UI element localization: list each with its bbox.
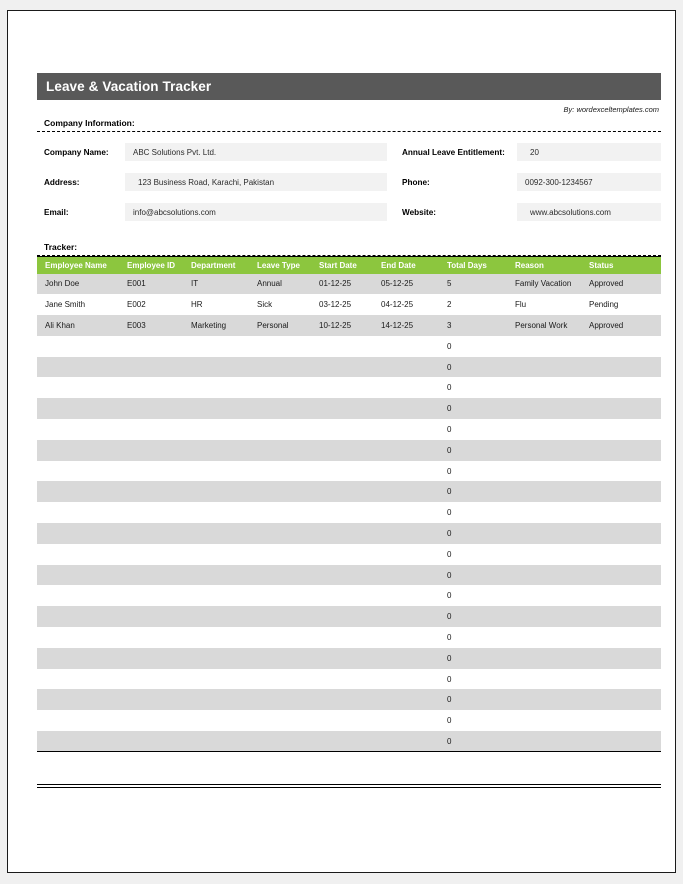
cell-total-days[interactable]: 0 xyxy=(439,481,507,502)
cell-start-date[interactable] xyxy=(311,544,373,565)
cell-status[interactable] xyxy=(581,648,661,669)
cell-total-days[interactable]: 0 xyxy=(439,398,507,419)
cell-department[interactable] xyxy=(183,627,249,648)
form-column-spacer xyxy=(387,203,395,221)
cell-status[interactable] xyxy=(581,502,661,523)
cell-employee-id[interactable] xyxy=(119,606,183,627)
cell-end-date[interactable]: 05-12-25 xyxy=(373,274,439,295)
table-row-empty[interactable] xyxy=(37,544,661,565)
table-row-empty[interactable] xyxy=(37,710,661,731)
cell-status[interactable] xyxy=(581,398,661,419)
cell-leave-type[interactable] xyxy=(249,336,311,357)
cell-employee-id[interactable] xyxy=(119,627,183,648)
cell-start-date[interactable] xyxy=(311,398,373,419)
cell-employee-name[interactable] xyxy=(37,502,119,523)
leave-tracker-table xyxy=(37,256,661,752)
table-row-empty[interactable] xyxy=(37,502,661,523)
field-value-website[interactable]: www.abcsolutions.com xyxy=(517,203,661,221)
cell-department[interactable] xyxy=(183,481,249,502)
page-sheet xyxy=(7,10,676,873)
cell-reason[interactable] xyxy=(507,544,581,565)
field-label-company-name: Company Name: xyxy=(44,147,109,157)
cell-department[interactable] xyxy=(183,419,249,440)
table-body xyxy=(37,274,661,752)
table-row-empty[interactable] xyxy=(37,689,661,710)
cell-department[interactable]: Marketing xyxy=(183,315,249,336)
cell-total-days[interactable]: 0 xyxy=(439,627,507,648)
cell-end-date[interactable] xyxy=(373,627,439,648)
cell-end-date[interactable] xyxy=(373,502,439,523)
table-row-empty[interactable] xyxy=(37,461,661,482)
cell-start-date[interactable] xyxy=(311,606,373,627)
cell-start-date[interactable]: 01-12-25 xyxy=(311,274,373,295)
tracker-heading: Tracker: xyxy=(37,242,661,256)
cell-total-days[interactable]: 0 xyxy=(439,440,507,461)
cell-reason[interactable] xyxy=(507,419,581,440)
cell-employee-id[interactable] xyxy=(119,523,183,544)
cell-leave-type[interactable] xyxy=(249,502,311,523)
cell-employee-name[interactable] xyxy=(37,669,119,690)
table-row[interactable] xyxy=(37,294,661,315)
cell-reason[interactable]: Personal Work xyxy=(507,315,581,336)
form-column-spacer xyxy=(387,173,395,191)
cell-leave-type[interactable]: Annual xyxy=(249,274,311,295)
cell-leave-type[interactable] xyxy=(249,565,311,586)
cell-start-date[interactable] xyxy=(311,440,373,461)
cell-reason[interactable] xyxy=(507,689,581,710)
cell-department[interactable] xyxy=(183,606,249,627)
cell-end-date[interactable] xyxy=(373,523,439,544)
column-header-reason[interactable]: Reason xyxy=(507,257,581,274)
cell-employee-name[interactable] xyxy=(37,357,119,378)
cell-start-date[interactable] xyxy=(311,731,373,752)
cell-employee-id[interactable] xyxy=(119,565,183,586)
cell-total-days[interactable]: 0 xyxy=(439,689,507,710)
cell-employee-name[interactable]: Ali Khan xyxy=(37,315,119,336)
cell-leave-type[interactable] xyxy=(249,585,311,606)
field-label-annual-leave-entitlement: Annual Leave Entitlement: xyxy=(402,147,505,157)
cell-status[interactable] xyxy=(581,565,661,586)
cell-employee-name[interactable] xyxy=(37,481,119,502)
cell-end-date[interactable] xyxy=(373,731,439,752)
cell-leave-type[interactable] xyxy=(249,648,311,669)
cell-total-days[interactable]: 0 xyxy=(439,419,507,440)
cell-start-date[interactable] xyxy=(311,481,373,502)
cell-reason[interactable] xyxy=(507,502,581,523)
cell-department[interactable] xyxy=(183,648,249,669)
cell-department[interactable] xyxy=(183,502,249,523)
cell-end-date[interactable] xyxy=(373,648,439,669)
cell-end-date[interactable]: 04-12-25 xyxy=(373,294,439,315)
cell-total-days[interactable]: 0 xyxy=(439,377,507,398)
cell-employee-name[interactable] xyxy=(37,523,119,544)
cell-leave-type[interactable] xyxy=(249,377,311,398)
cell-total-days[interactable]: 0 xyxy=(439,648,507,669)
cell-total-days[interactable]: 3 xyxy=(439,315,507,336)
cell-employee-name[interactable] xyxy=(37,336,119,357)
cell-status[interactable] xyxy=(581,419,661,440)
cell-leave-type[interactable] xyxy=(249,523,311,544)
cell-reason[interactable] xyxy=(507,710,581,731)
cell-department[interactable] xyxy=(183,710,249,731)
table-row-empty[interactable] xyxy=(37,377,661,398)
cell-reason[interactable] xyxy=(507,627,581,648)
cell-employee-name[interactable] xyxy=(37,461,119,482)
cell-department[interactable] xyxy=(183,669,249,690)
cell-employee-id[interactable] xyxy=(119,357,183,378)
cell-leave-type[interactable] xyxy=(249,461,311,482)
cell-leave-type[interactable] xyxy=(249,440,311,461)
cell-status[interactable] xyxy=(581,731,661,752)
cell-total-days[interactable]: 0 xyxy=(439,710,507,731)
cell-start-date[interactable] xyxy=(311,357,373,378)
table-row-empty[interactable] xyxy=(37,606,661,627)
column-header-department[interactable]: Department xyxy=(183,257,249,274)
cell-reason[interactable] xyxy=(507,481,581,502)
cell-reason[interactable] xyxy=(507,440,581,461)
cell-total-days[interactable]: 0 xyxy=(439,461,507,482)
cell-status[interactable]: Approved xyxy=(581,315,661,336)
cell-total-days[interactable]: 0 xyxy=(439,336,507,357)
cell-status[interactable] xyxy=(581,357,661,378)
cell-start-date[interactable]: 10-12-25 xyxy=(311,315,373,336)
cell-leave-type[interactable]: Personal xyxy=(249,315,311,336)
cell-end-date[interactable] xyxy=(373,710,439,731)
field-value-phone[interactable]: 0092-300-1234567 xyxy=(517,173,661,191)
table-header-row xyxy=(37,257,661,274)
cell-department[interactable] xyxy=(183,357,249,378)
cell-leave-type[interactable] xyxy=(249,398,311,419)
cell-end-date[interactable] xyxy=(373,357,439,378)
cell-status[interactable] xyxy=(581,377,661,398)
cell-status[interactable]: Approved xyxy=(581,274,661,295)
field-label-email: Email: xyxy=(44,207,69,217)
table-row-empty[interactable] xyxy=(37,481,661,502)
cell-department[interactable] xyxy=(183,398,249,419)
column-header-status[interactable]: Status xyxy=(581,257,661,274)
cell-department[interactable] xyxy=(183,565,249,586)
cell-status[interactable]: Pending xyxy=(581,294,661,315)
cell-department[interactable]: IT xyxy=(183,274,249,295)
cell-employee-id[interactable]: E001 xyxy=(119,274,183,295)
table-row-empty[interactable] xyxy=(37,398,661,419)
field-label-address: Address: xyxy=(44,177,80,187)
cell-total-days[interactable]: 0 xyxy=(439,502,507,523)
cell-total-days[interactable]: 5 xyxy=(439,274,507,295)
cell-leave-type[interactable] xyxy=(249,419,311,440)
field-value-address[interactable]: 123 Business Road, Karachi, Pakistan xyxy=(125,173,387,191)
cell-employee-id[interactable] xyxy=(119,731,183,752)
table-row-empty[interactable] xyxy=(37,731,661,752)
cell-reason[interactable] xyxy=(507,669,581,690)
cell-total-days[interactable]: 0 xyxy=(439,565,507,586)
cell-employee-id[interactable] xyxy=(119,398,183,419)
cell-total-days[interactable]: 0 xyxy=(439,606,507,627)
cell-employee-name[interactable] xyxy=(37,627,119,648)
cell-employee-name[interactable]: John Doe xyxy=(37,274,119,295)
cell-employee-name[interactable] xyxy=(37,440,119,461)
cell-end-date[interactable] xyxy=(373,481,439,502)
cell-status[interactable] xyxy=(581,481,661,502)
cell-start-date[interactable] xyxy=(311,669,373,690)
cell-start-date[interactable]: 03-12-25 xyxy=(311,294,373,315)
cell-end-date[interactable] xyxy=(373,377,439,398)
cell-status[interactable] xyxy=(581,627,661,648)
cell-end-date[interactable] xyxy=(373,544,439,565)
cell-start-date[interactable] xyxy=(311,689,373,710)
cell-employee-id[interactable] xyxy=(119,502,183,523)
column-header-end-date[interactable]: End Date xyxy=(373,257,439,274)
cell-department[interactable] xyxy=(183,689,249,710)
cell-start-date[interactable] xyxy=(311,523,373,544)
cell-end-date[interactable] xyxy=(373,606,439,627)
table-row-empty[interactable] xyxy=(37,669,661,690)
cell-reason[interactable] xyxy=(507,606,581,627)
cell-department[interactable]: HR xyxy=(183,294,249,315)
cell-leave-type[interactable]: Sick xyxy=(249,294,311,315)
cell-employee-id[interactable] xyxy=(119,461,183,482)
cell-reason[interactable] xyxy=(507,336,581,357)
cell-total-days[interactable]: 0 xyxy=(439,357,507,378)
cell-employee-name[interactable] xyxy=(37,689,119,710)
cell-reason[interactable] xyxy=(507,565,581,586)
cell-total-days[interactable]: 0 xyxy=(439,731,507,752)
cell-employee-id[interactable]: E003 xyxy=(119,315,183,336)
cell-employee-name[interactable] xyxy=(37,419,119,440)
cell-end-date[interactable] xyxy=(373,440,439,461)
cell-start-date[interactable] xyxy=(311,419,373,440)
cell-end-date[interactable] xyxy=(373,669,439,690)
cell-start-date[interactable] xyxy=(311,710,373,731)
table-header xyxy=(37,257,661,274)
field-value-email[interactable]: info@abcsolutions.com xyxy=(125,203,387,221)
table-row-empty[interactable] xyxy=(37,440,661,461)
cell-employee-name[interactable]: Jane Smith xyxy=(37,294,119,315)
cell-employee-id[interactable] xyxy=(119,419,183,440)
cell-employee-id[interactable]: E002 xyxy=(119,294,183,315)
cell-employee-id[interactable] xyxy=(119,336,183,357)
table-row-empty[interactable] xyxy=(37,585,661,606)
field-label-phone: Phone: xyxy=(402,177,430,187)
cell-reason[interactable] xyxy=(507,648,581,669)
cell-department[interactable] xyxy=(183,585,249,606)
column-header-employee-name[interactable]: Employee Name xyxy=(37,257,119,274)
cell-reason[interactable] xyxy=(507,585,581,606)
cell-end-date[interactable]: 14-12-25 xyxy=(373,315,439,336)
cell-employee-name[interactable] xyxy=(37,565,119,586)
table-row-empty[interactable] xyxy=(37,523,661,544)
cell-department[interactable] xyxy=(183,336,249,357)
table-row-empty[interactable] xyxy=(37,336,661,357)
cell-start-date[interactable] xyxy=(311,627,373,648)
cell-reason[interactable] xyxy=(507,398,581,419)
cell-leave-type[interactable] xyxy=(249,606,311,627)
cell-reason[interactable]: Flu xyxy=(507,294,581,315)
cell-total-days[interactable]: 2 xyxy=(439,294,507,315)
cell-total-days[interactable]: 0 xyxy=(439,585,507,606)
cell-start-date[interactable] xyxy=(311,377,373,398)
cell-reason[interactable] xyxy=(507,731,581,752)
cell-start-date[interactable] xyxy=(311,565,373,586)
cell-total-days[interactable]: 0 xyxy=(439,544,507,565)
table-row-empty[interactable] xyxy=(37,627,661,648)
cell-employee-id[interactable] xyxy=(119,585,183,606)
cell-employee-id[interactable] xyxy=(119,689,183,710)
cell-leave-type[interactable] xyxy=(249,669,311,690)
cell-status[interactable] xyxy=(581,606,661,627)
table-row-empty[interactable] xyxy=(37,419,661,440)
cell-employee-id[interactable] xyxy=(119,377,183,398)
table-row-empty[interactable] xyxy=(37,357,661,378)
column-header-leave-type[interactable]: Leave Type xyxy=(249,257,311,274)
cell-total-days[interactable]: 0 xyxy=(439,523,507,544)
column-header-employee-id[interactable]: Employee ID xyxy=(119,257,183,274)
cell-total-days[interactable]: 0 xyxy=(439,669,507,690)
cell-leave-type[interactable] xyxy=(249,627,311,648)
cell-end-date[interactable] xyxy=(373,419,439,440)
cell-department[interactable] xyxy=(183,731,249,752)
cell-status[interactable] xyxy=(581,585,661,606)
cell-employee-name[interactable] xyxy=(37,606,119,627)
cell-start-date[interactable] xyxy=(311,648,373,669)
cell-employee-name[interactable] xyxy=(37,544,119,565)
field-label-website: Website: xyxy=(402,207,436,217)
table-row-empty[interactable] xyxy=(37,565,661,586)
field-value-company-name[interactable]: ABC Solutions Pvt. Ltd. xyxy=(125,143,387,161)
cell-status[interactable] xyxy=(581,440,661,461)
cell-employee-id[interactable] xyxy=(119,710,183,731)
worksheet-content xyxy=(37,73,661,788)
cell-start-date[interactable] xyxy=(311,461,373,482)
cell-status[interactable] xyxy=(581,336,661,357)
cell-department[interactable] xyxy=(183,461,249,482)
cell-department[interactable] xyxy=(183,440,249,461)
cell-employee-id[interactable] xyxy=(119,648,183,669)
cell-employee-id[interactable] xyxy=(119,440,183,461)
cell-status[interactable] xyxy=(581,710,661,731)
column-header-total-days[interactable]: Total Days xyxy=(439,257,507,274)
cell-status[interactable] xyxy=(581,461,661,482)
cell-leave-type[interactable] xyxy=(249,731,311,752)
cell-status[interactable] xyxy=(581,669,661,690)
field-value-annual-leave-entitlement[interactable]: 20 xyxy=(517,143,661,161)
cell-reason[interactable] xyxy=(507,461,581,482)
cell-employee-id[interactable] xyxy=(119,544,183,565)
cell-reason[interactable] xyxy=(507,523,581,544)
page-title: Leave & Vacation Tracker xyxy=(46,79,212,94)
cell-employee-name[interactable] xyxy=(37,398,119,419)
document-title-bar xyxy=(37,73,661,100)
cell-reason[interactable] xyxy=(507,357,581,378)
form-column-spacer xyxy=(387,143,395,161)
cell-status[interactable] xyxy=(581,689,661,710)
byline-credit: By: wordexceltemplates.com xyxy=(563,104,659,114)
company-information-form xyxy=(37,143,661,221)
cell-leave-type[interactable] xyxy=(249,357,311,378)
cell-employee-id[interactable] xyxy=(119,669,183,690)
cell-leave-type[interactable] xyxy=(249,544,311,565)
cell-employee-name[interactable] xyxy=(37,648,119,669)
cell-department[interactable] xyxy=(183,544,249,565)
tracker-section xyxy=(37,242,661,788)
cell-status[interactable] xyxy=(581,544,661,565)
cell-leave-type[interactable] xyxy=(249,710,311,731)
cell-leave-type[interactable] xyxy=(249,689,311,710)
table-row[interactable] xyxy=(37,274,661,295)
cell-department[interactable] xyxy=(183,523,249,544)
byline-row xyxy=(37,100,661,118)
cell-employee-name[interactable] xyxy=(37,377,119,398)
cell-employee-name[interactable] xyxy=(37,710,119,731)
company-information-heading: Company Information: xyxy=(37,118,661,132)
column-header-start-date[interactable]: Start Date xyxy=(311,257,373,274)
cell-end-date[interactable] xyxy=(373,689,439,710)
table-row-empty[interactable] xyxy=(37,648,661,669)
cell-end-date[interactable] xyxy=(373,565,439,586)
cell-end-date[interactable] xyxy=(373,585,439,606)
cell-end-date[interactable] xyxy=(373,461,439,482)
table-row[interactable] xyxy=(37,315,661,336)
cell-start-date[interactable] xyxy=(311,336,373,357)
cell-department[interactable] xyxy=(183,377,249,398)
cell-employee-name[interactable] xyxy=(37,585,119,606)
cell-end-date[interactable] xyxy=(373,336,439,357)
cell-employee-id[interactable] xyxy=(119,481,183,502)
footer-double-rule xyxy=(37,784,661,788)
cell-status[interactable] xyxy=(581,523,661,544)
cell-start-date[interactable] xyxy=(311,502,373,523)
cell-end-date[interactable] xyxy=(373,398,439,419)
cell-reason[interactable] xyxy=(507,377,581,398)
cell-leave-type[interactable] xyxy=(249,481,311,502)
cell-reason[interactable]: Family Vacation xyxy=(507,274,581,295)
cell-start-date[interactable] xyxy=(311,585,373,606)
cell-employee-name[interactable] xyxy=(37,731,119,752)
